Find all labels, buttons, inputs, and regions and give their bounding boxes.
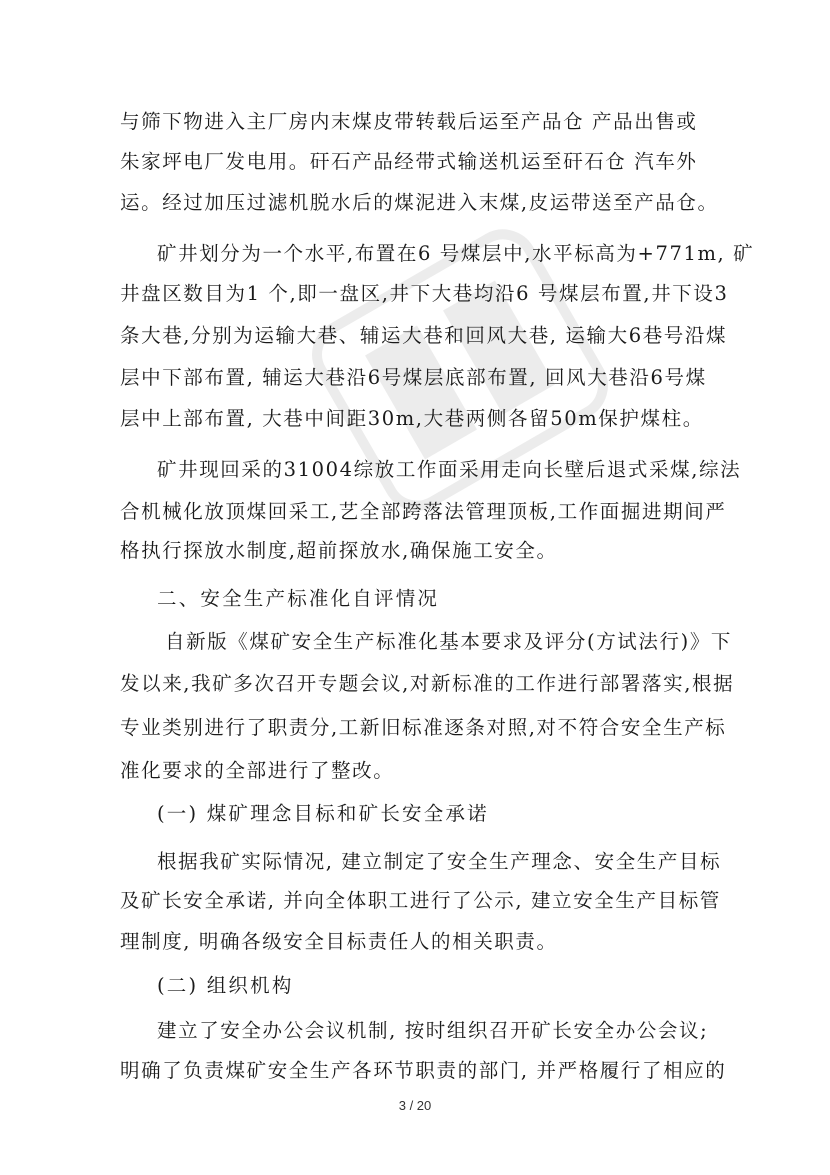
body-line-3: 运。经过加压过滤机脱水后的煤泥进入末煤,皮运带送至产品仓。 xyxy=(120,191,719,214)
body-line-15: 准化要求的全部进行了整改。 xyxy=(120,759,395,782)
body-line-13: 发以来,我矿多次召开专题会议,对新标准的工作进行部署落实,根据 xyxy=(120,672,735,695)
subsection-heading-2: (二) 组织机构 xyxy=(157,974,294,997)
body-line-14: 专业类别进行了职责分,工新旧标准逐条对照,对不符合安全生产标 xyxy=(120,716,727,739)
body-line-18: 理制度, 明确各级安全目标责任人的相关职责。 xyxy=(120,930,558,953)
page-number: 3 / 20 xyxy=(398,1098,432,1113)
body-line-7: 层中下部布置, 辅运大巷沿6号煤层底部布置, 回风大巷沿6号煤 xyxy=(120,366,707,389)
body-line-11: 格执行探放水制度,超前探放水,确保施工安全。 xyxy=(120,539,558,562)
body-line-2: 朱家坪电厂发电用。矸石产品经带式输送机运至矸石仓 汽车外 xyxy=(120,150,698,173)
body-line-20: 明确了负责煤矿安全生产各环节职责的部门, 并严格履行了相应的 xyxy=(120,1059,727,1082)
body-line-1: 与筛下物进入主厂房内末煤皮带转载后运至产品仓 产品出售或 xyxy=(120,110,698,133)
body-line-4: 矿井划分为一个水平,布置在6 号煤层中,水平标高为+771m, 矿 xyxy=(157,242,755,265)
body-line-6: 条大巷,分别为运输大巷、辅运大巷和回风大巷, 运输大6巷号沿煤 xyxy=(120,324,728,347)
body-line-10: 合机械化放顶煤回采工,艺全部跨落法管理顶板,工作面掘进期间严 xyxy=(120,500,727,523)
body-line-16: 根据我矿实际情况, 建立制定了安全生产理念、安全生产目标 xyxy=(157,850,722,873)
body-line-17: 及矿长安全承诺, 并向全体职工进行了公示, 建立安全生产目标管 xyxy=(120,889,721,912)
body-line-19: 建立了安全办公会议机制, 按时组织召开矿长安全办公会议; xyxy=(157,1019,709,1042)
body-line-9: 矿井现回采的31004综放工作面采用走向长壁后退式采煤,综法 xyxy=(157,458,742,481)
body-line-8: 层中上部布置, 大巷中间距30m,大巷两侧各留50m保护煤柱。 xyxy=(120,407,704,430)
body-line-12: 自新版《煤矿安全生产标准化基本要求及评分(方试法行)》下 xyxy=(165,630,733,653)
body-line-5: 井盘区数目为1 个,即一盘区,井下大巷均沿6 号煤层布置,井下设3 xyxy=(120,282,729,305)
section-heading-2: 二、安全生产标准化自评情况 xyxy=(157,587,440,610)
subsection-heading-1: (一) 煤矿理念目标和矿长安全承诺 xyxy=(157,802,489,825)
